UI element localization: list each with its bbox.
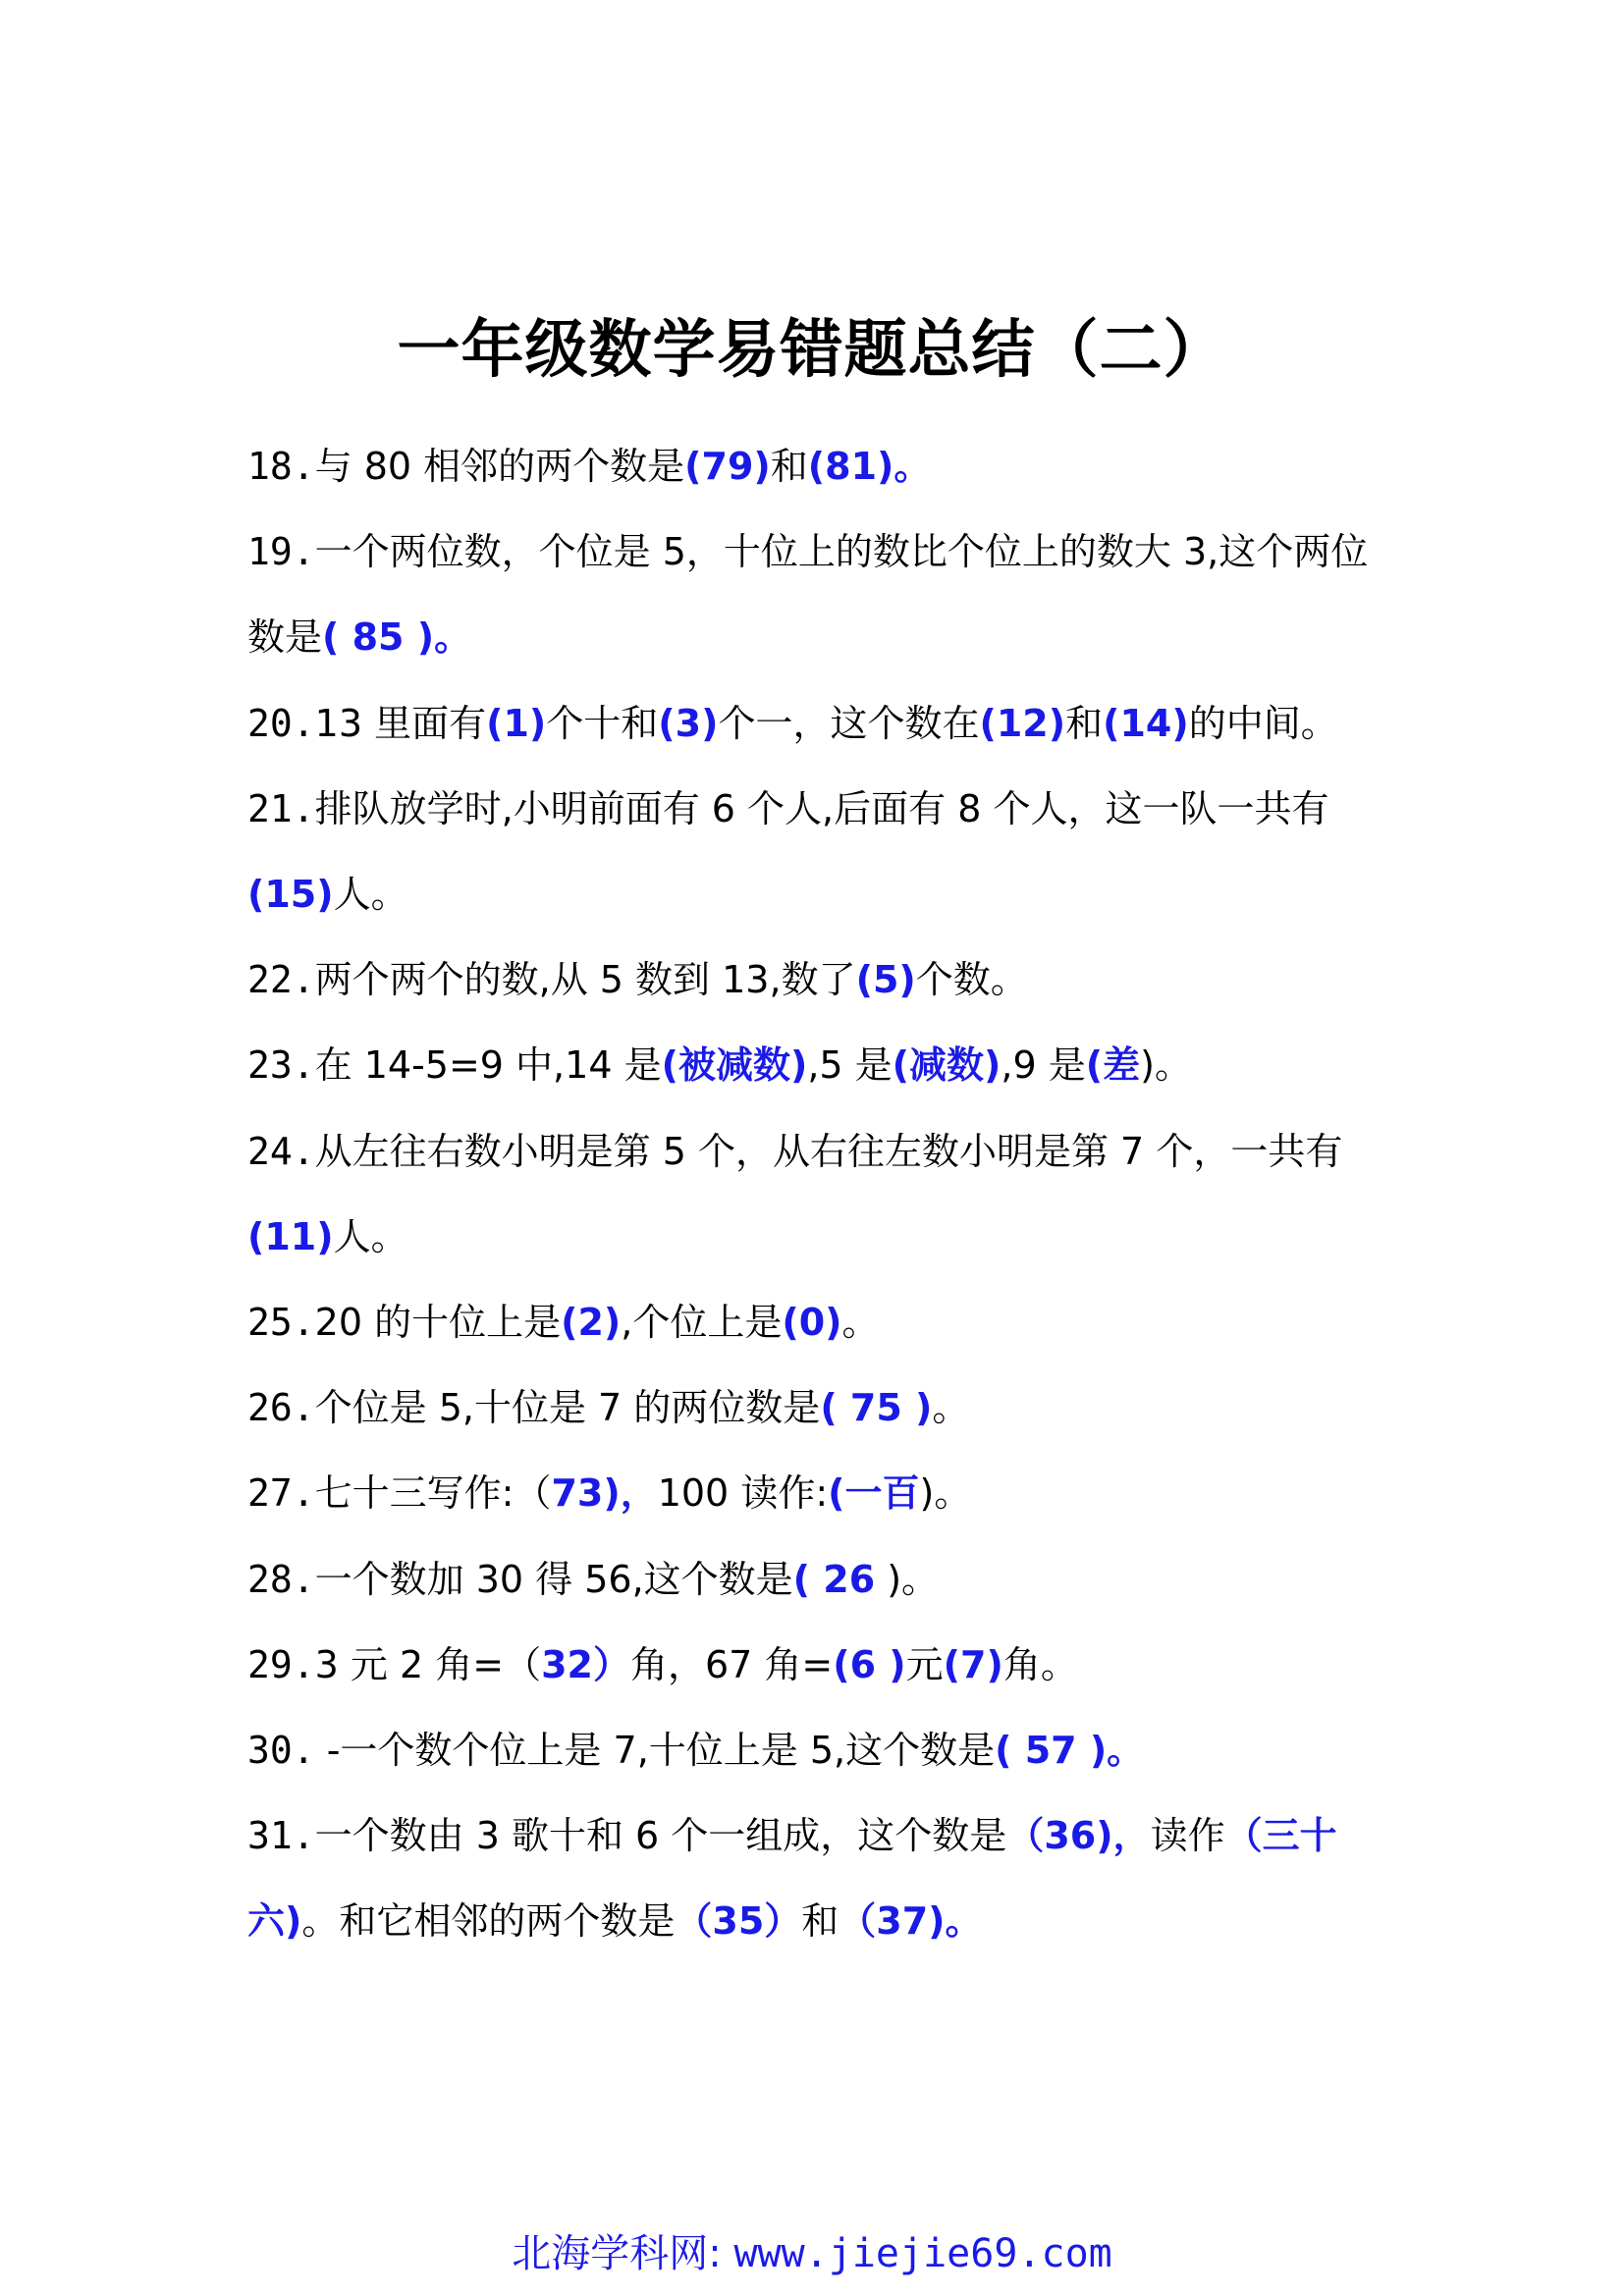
question-item (247, 1280, 1396, 1365)
answer-text: (14) (1103, 701, 1189, 745)
answer-text: (12) (979, 701, 1066, 745)
question-text: 人。 (333, 873, 408, 917)
question-text: 和 (1065, 701, 1104, 745)
question-text: 。 (932, 1386, 970, 1430)
answer-text: (15) (247, 873, 334, 917)
question-number: 29. (247, 1642, 315, 1686)
question-number: 25. (247, 1301, 315, 1345)
question-number: 22. (247, 958, 315, 1002)
footer-url[interactable]: www.jiejie69.com (733, 2231, 1112, 2276)
answer-text: (79) (684, 445, 771, 488)
question-item (247, 424, 1396, 509)
answer-text: (5) (855, 958, 916, 1002)
question-number: 28. (247, 1557, 315, 1601)
question-text: 与 80 相邻的两个数是 (314, 445, 685, 488)
footer-site-name: 北海学科网: (512, 2231, 722, 2276)
question-item (247, 1537, 1396, 1623)
answer-text: (1) (486, 701, 547, 745)
question-text: )。 (919, 1471, 972, 1516)
question-text: 在 14-5=9 中,14 是 (314, 1043, 662, 1088)
question-text: 。和它相邻的两个数是 (301, 1899, 676, 1944)
question-text: 和 (801, 1899, 839, 1944)
question-text: 。 (841, 1301, 880, 1345)
question-item (247, 1451, 1396, 1536)
question-item (247, 1109, 1396, 1280)
question-text: )。 (875, 1557, 940, 1601)
answer-text: (0) (782, 1301, 842, 1345)
answer-text: (11) (247, 1214, 334, 1258)
question-number: 19. (247, 530, 315, 574)
question-number: 31. (247, 1814, 315, 1858)
question-text: 一个数由 3 歌十和 6 个一组成，这个数是 (314, 1814, 1007, 1858)
answer-text: ( 75 ) (820, 1386, 933, 1430)
question-text: 两个两个的数,从 5 数到 13,数了 (314, 958, 856, 1002)
answer-text: （37)。 (839, 1899, 983, 1944)
question-text: -一个数个位上是 7,十位上是 5,这个数是 (314, 1729, 996, 1773)
answer-text: (减数) (892, 1043, 1001, 1088)
question-number: 30. (247, 1729, 315, 1773)
question-text: 100 读作: (657, 1471, 829, 1516)
question-number: 20. (247, 701, 315, 745)
question-number: 23. (247, 1043, 315, 1088)
question-item (247, 509, 1396, 680)
question-text: 个十和 (546, 701, 659, 745)
question-text: 个位是 5,十位是 7 的两位数是 (314, 1386, 821, 1430)
question-text: 3 元 2 角=（ (314, 1642, 542, 1686)
answer-text: (3) (658, 701, 719, 745)
question-text: 角。 (1002, 1642, 1078, 1686)
question-text: 个一，这个数在 (718, 701, 980, 745)
answer-text: (7) (943, 1642, 1003, 1686)
question-text: 排队放学时,小明前面有 6 个人,后面有 8 个人，这一队一共有 (314, 786, 1329, 830)
answer-text: （35） (675, 1899, 802, 1944)
answer-text: (2) (561, 1301, 622, 1345)
answer-text: ( 85 )。 (322, 615, 472, 660)
question-text: 元 (905, 1642, 944, 1686)
question-text: 和 (770, 445, 808, 488)
question-item (247, 937, 1396, 1023)
question-list (247, 424, 1396, 1965)
question-number: 27. (247, 1471, 315, 1516)
footer (0, 2226, 1624, 2281)
answer-text: (81)。 (807, 445, 932, 488)
question-text: 一个数加 30 得 56,这个数是 (314, 1557, 793, 1601)
question-item (247, 1708, 1396, 1793)
question-text: 七十三写作:（ (314, 1471, 552, 1516)
question-item (247, 681, 1396, 767)
question-item (247, 767, 1396, 937)
answer-text: ( 57 )。 (995, 1729, 1145, 1773)
answer-text: （三十六) (247, 1814, 1337, 1944)
answer-text: （36)， (1006, 1814, 1151, 1858)
answer-text: (6 ) (833, 1642, 906, 1686)
answer-text: ( 26 (792, 1557, 876, 1601)
question-item (247, 1623, 1396, 1708)
question-text: 20 的十位上是 (314, 1301, 562, 1345)
question-text: 个数。 (915, 958, 1028, 1002)
page-title: 一年级数学易错题总结（二） (397, 314, 1227, 387)
question-number: 26. (247, 1386, 315, 1430)
question-item (247, 1365, 1396, 1451)
question-item (247, 1023, 1396, 1108)
question-text: 的中间。 (1188, 701, 1338, 745)
question-number: 21. (247, 786, 315, 830)
question-text: )。 (1140, 1043, 1192, 1088)
question-text: ,5 是 (807, 1043, 893, 1088)
question-number: 18. (247, 445, 315, 488)
question-number: 24. (247, 1129, 315, 1173)
question-text: 角，67 角= (629, 1642, 834, 1686)
question-text: ,9 是 (1001, 1043, 1086, 1088)
question-text: 读作 (1150, 1814, 1225, 1858)
answer-text: (差 (1085, 1043, 1141, 1088)
question-text: 13 里面有 (314, 701, 487, 745)
answer-text: 73)， (551, 1471, 658, 1516)
answer-text: (被减数) (661, 1043, 808, 1088)
question-item (247, 1793, 1396, 1964)
answer-text: 32） (541, 1642, 630, 1686)
question-text: 人。 (333, 1214, 408, 1258)
answer-text: (一百 (828, 1471, 920, 1516)
question-text: 一个两位数，个位是 5，十位上的数比个位上的数大 3,这个两位数是 (247, 530, 1369, 660)
question-text: 从左往右数小明是第 5 个，从右往左数小明是第 7 个，一共有 (314, 1129, 1343, 1173)
question-text: ,个位上是 (621, 1301, 783, 1345)
